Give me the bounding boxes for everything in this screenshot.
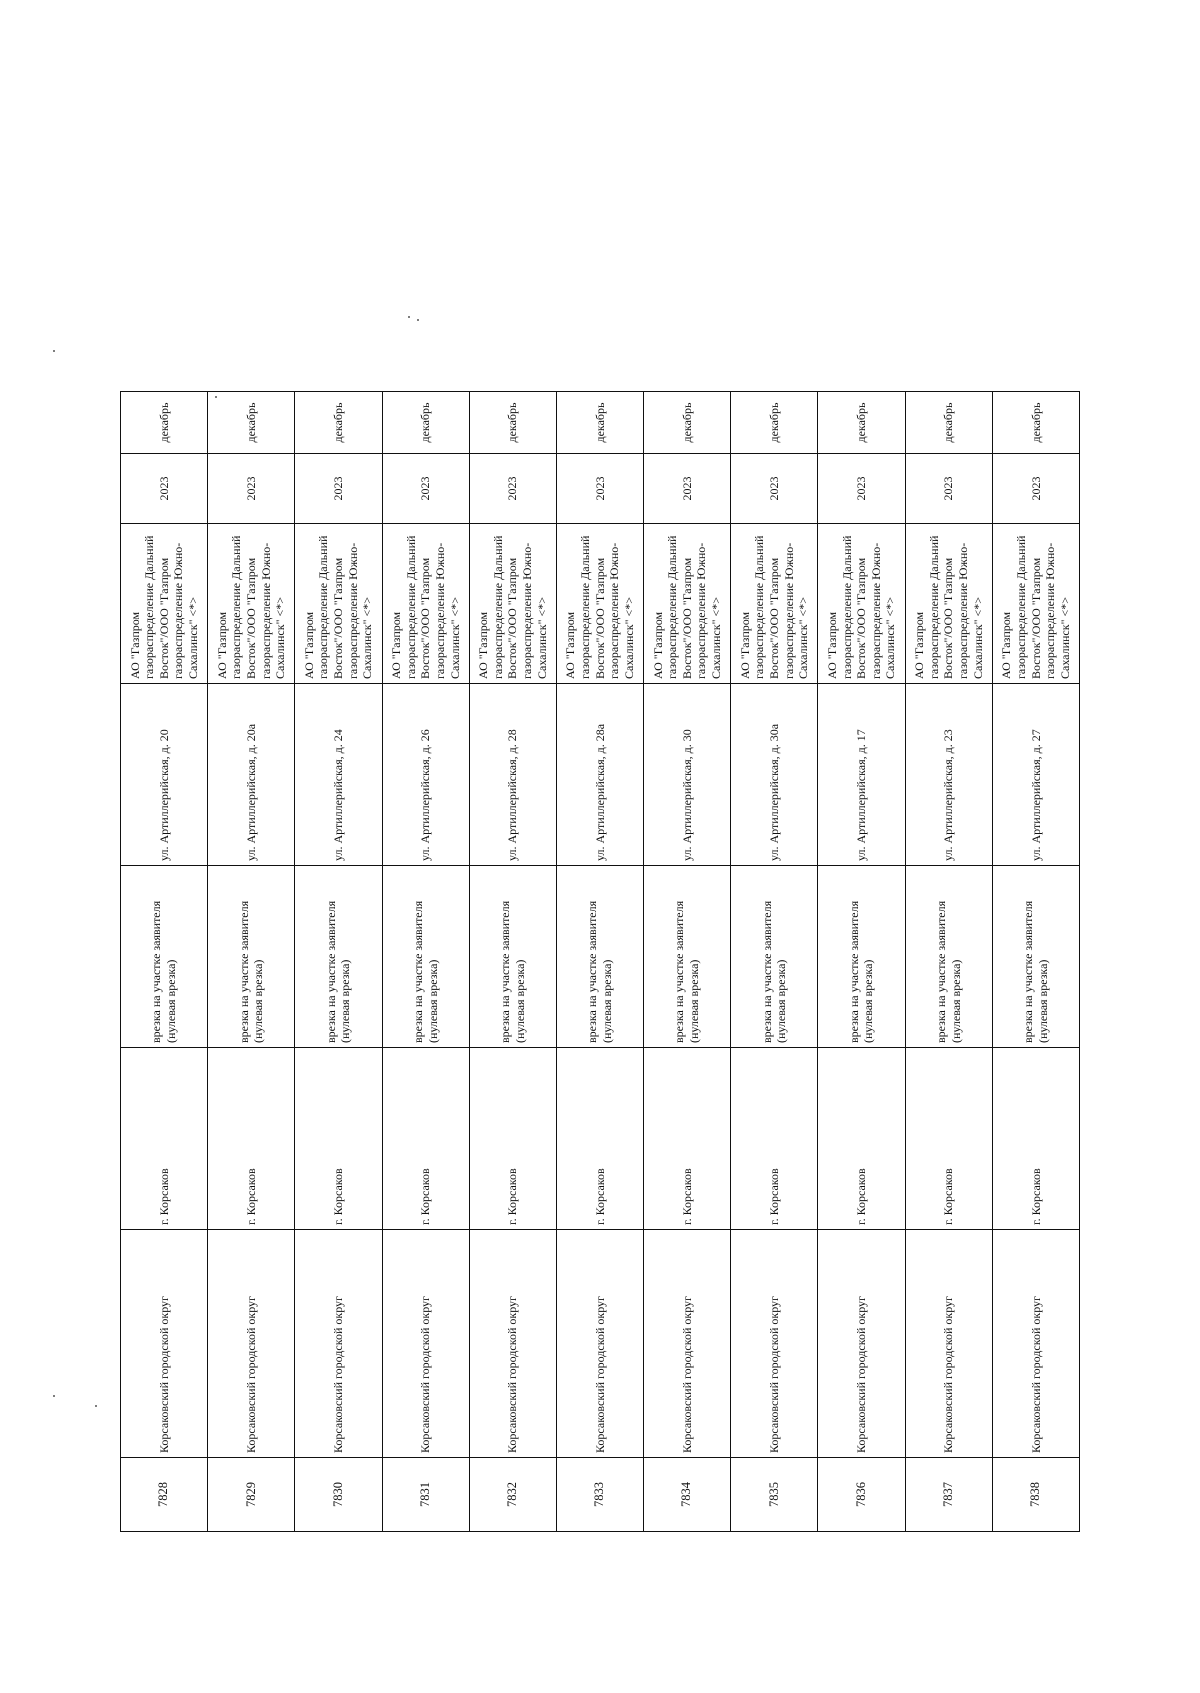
scan-speck: [408, 316, 410, 318]
month-cell: декабрь: [295, 392, 382, 454]
connection-type-cell: врезка на участке заявителя (нулевая врезка): [992, 866, 1079, 1048]
organization-cell: АО "Газпром газораспределение Дальний Восток"/ООО "Газпром газораспределение Южно-Сахалинск" <*>: [295, 524, 382, 684]
city-cell: г. Корсаков: [992, 1048, 1079, 1230]
row-number-cell: 7829: [208, 1458, 295, 1532]
city-cell: г. Корсаков: [905, 1048, 992, 1230]
row-number-cell: 7837: [905, 1458, 992, 1532]
scan-speck: [417, 319, 419, 321]
city-cell: г. Корсаков: [208, 1048, 295, 1230]
year-cell: 2023: [469, 454, 556, 524]
organization-cell: АО "Газпром газораспределение Дальний Восток"/ООО "Газпром газораспределение Южно-Сахалинск" <*>: [556, 524, 643, 684]
city-cell: г. Корсаков: [556, 1048, 643, 1230]
organization-cell: АО "Газпром газораспределение Дальний Восток"/ООО "Газпром газораспределение Южно-Сахалинск" <*>: [208, 524, 295, 684]
address-cell: ул. Артиллерийская, д. 30а: [731, 684, 818, 866]
table-row: [992, 392, 1079, 1532]
district-cell: Корсаковский городской округ: [905, 1230, 992, 1458]
district-cell: Корсаковский городской округ: [556, 1230, 643, 1458]
row-number-cell: 7831: [382, 1458, 469, 1532]
year-cell: 2023: [818, 454, 905, 524]
address-cell: ул. Артиллерийская, д. 28: [469, 684, 556, 866]
table-body: [121, 392, 1080, 1532]
address-cell: ул. Артиллерийская, д. 26: [382, 684, 469, 866]
city-cell: г. Корсаков: [469, 1048, 556, 1230]
year-cell: 2023: [905, 454, 992, 524]
address-cell: ул. Артиллерийская, д. 20а: [208, 684, 295, 866]
month-cell: декабрь: [382, 392, 469, 454]
connection-type-cell: врезка на участке заявителя (нулевая врезка): [295, 866, 382, 1048]
year-cell: 2023: [644, 454, 731, 524]
address-cell: ул. Артиллерийская, д. 24: [295, 684, 382, 866]
district-cell: Корсаковский городской округ: [208, 1230, 295, 1458]
month-cell: декабрь: [469, 392, 556, 454]
connection-type-cell: врезка на участке заявителя (нулевая врезка): [818, 866, 905, 1048]
connection-type-cell: врезка на участке заявителя (нулевая врезка): [469, 866, 556, 1048]
month-cell: декабрь: [992, 392, 1079, 454]
address-cell: ул. Артиллерийская, д. 17: [818, 684, 905, 866]
month-cell: декабрь: [644, 392, 731, 454]
table-row: [905, 392, 992, 1532]
district-cell: Корсаковский городской округ: [731, 1230, 818, 1458]
row-number-cell: 7836: [818, 1458, 905, 1532]
month-cell: декабрь: [556, 392, 643, 454]
organization-cell: АО "Газпром газораспределение Дальний Восток"/ООО "Газпром газораспределение Южно-Сахалинск" <*>: [121, 524, 208, 684]
month-cell: декабрь: [208, 392, 295, 454]
connection-type-cell: врезка на участке заявителя (нулевая врезка): [905, 866, 992, 1048]
city-cell: г. Корсаков: [731, 1048, 818, 1230]
city-cell: г. Корсаков: [818, 1048, 905, 1230]
row-number-cell: 7835: [731, 1458, 818, 1532]
table-row: [731, 392, 818, 1532]
year-cell: 2023: [208, 454, 295, 524]
year-cell: 2023: [556, 454, 643, 524]
connection-type-cell: врезка на участке заявителя (нулевая врезка): [208, 866, 295, 1048]
organization-cell: АО "Газпром газораспределение Дальний Восток"/ООО "Газпром газораспределение Южно-Сахалинск" <*>: [905, 524, 992, 684]
year-cell: 2023: [992, 454, 1079, 524]
district-cell: Корсаковский городской округ: [644, 1230, 731, 1458]
address-cell: ул. Артиллерийская, д. 28а: [556, 684, 643, 866]
row-number-cell: 7830: [295, 1458, 382, 1532]
year-cell: 2023: [382, 454, 469, 524]
organization-cell: АО "Газпром газораспределение Дальний Восток"/ООО "Газпром газораспределение Южно-Сахалинск" <*>: [818, 524, 905, 684]
city-cell: г. Корсаков: [295, 1048, 382, 1230]
scan-speck: [53, 1395, 55, 1397]
table-row: [208, 392, 295, 1532]
row-number-cell: 7838: [992, 1458, 1079, 1532]
district-cell: Корсаковский городской округ: [992, 1230, 1079, 1458]
connection-type-cell: врезка на участке заявителя (нулевая врезка): [121, 866, 208, 1048]
month-cell: декабрь: [731, 392, 818, 454]
connection-type-cell: врезка на участке заявителя (нулевая врезка): [731, 866, 818, 1048]
address-cell: ул. Артиллерийская, д. 27: [992, 684, 1079, 866]
gasification-schedule-table: [120, 391, 1080, 1532]
row-number-cell: 7833: [556, 1458, 643, 1532]
table-row: [382, 392, 469, 1532]
address-cell: ул. Артиллерийская, д. 30: [644, 684, 731, 866]
month-cell: декабрь: [121, 392, 208, 454]
table-row: [818, 392, 905, 1532]
city-cell: г. Корсаков: [644, 1048, 731, 1230]
district-cell: Корсаковский городской округ: [382, 1230, 469, 1458]
district-cell: Корсаковский городской округ: [818, 1230, 905, 1458]
table-row: [556, 392, 643, 1532]
year-cell: 2023: [295, 454, 382, 524]
scan-speck: [95, 1405, 97, 1407]
table-row: [295, 392, 382, 1532]
organization-cell: АО "Газпром газораспределение Дальний Восток"/ООО "Газпром газораспределение Южно-Сахалинск" <*>: [469, 524, 556, 684]
connection-type-cell: врезка на участке заявителя (нулевая врезка): [644, 866, 731, 1048]
row-number-cell: 7832: [469, 1458, 556, 1532]
row-number-cell: 7828: [121, 1458, 208, 1532]
address-cell: ул. Артиллерийская, д. 20: [121, 684, 208, 866]
month-cell: декабрь: [818, 392, 905, 454]
scan-speck: [53, 350, 55, 352]
city-cell: г. Корсаков: [382, 1048, 469, 1230]
table-row: [469, 392, 556, 1532]
connection-type-cell: врезка на участке заявителя (нулевая врезка): [382, 866, 469, 1048]
address-cell: ул. Артиллерийская, д. 23: [905, 684, 992, 866]
connection-type-cell: врезка на участке заявителя (нулевая врезка): [556, 866, 643, 1048]
district-cell: Корсаковский городской округ: [295, 1230, 382, 1458]
organization-cell: АО "Газпром газораспределение Дальний Восток"/ООО "Газпром газораспределение Южно-Сахалинск" <*>: [382, 524, 469, 684]
year-cell: 2023: [731, 454, 818, 524]
organization-cell: АО "Газпром газораспределение Дальний Восток"/ООО "Газпром газораспределение Южно-Сахалинск" <*>: [992, 524, 1079, 684]
organization-cell: АО "Газпром газораспределение Дальний Восток"/ООО "Газпром газораспределение Южно-Сахалинск" <*>: [644, 524, 731, 684]
row-number-cell: 7834: [644, 1458, 731, 1532]
month-cell: декабрь: [905, 392, 992, 454]
district-cell: Корсаковский городской округ: [469, 1230, 556, 1458]
organization-cell: АО "Газпром газораспределение Дальний Восток"/ООО "Газпром газораспределение Южно-Сахалинск" <*>: [731, 524, 818, 684]
year-cell: 2023: [121, 454, 208, 524]
district-cell: Корсаковский городской округ: [121, 1230, 208, 1458]
city-cell: г. Корсаков: [121, 1048, 208, 1230]
table-row: [644, 392, 731, 1532]
table-row: [121, 392, 208, 1532]
